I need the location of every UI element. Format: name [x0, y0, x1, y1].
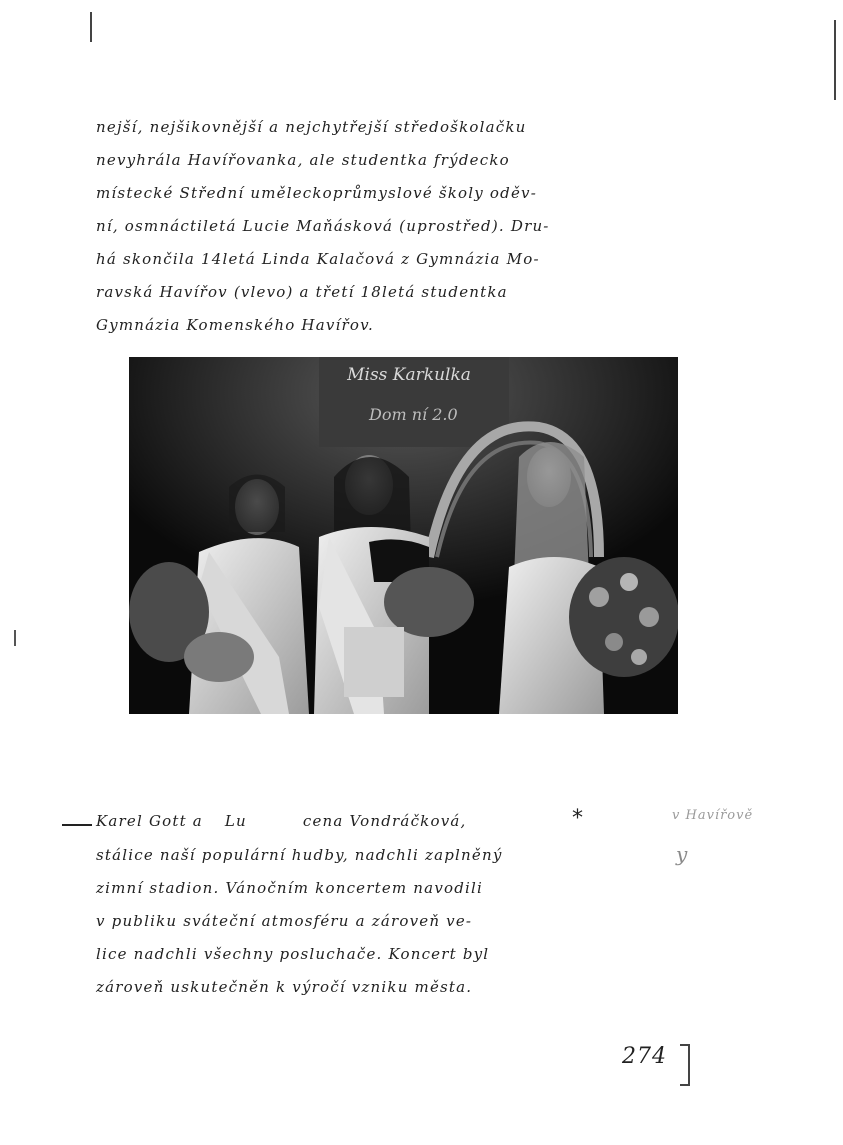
article1-line-6: ravská Havířov (vlevo) a třetí 18letá studentka [96, 283, 508, 301]
photo-banner-text: Miss Karkulka [347, 365, 471, 385]
page-number-bracket [680, 1044, 690, 1086]
scan-mark-top [90, 12, 92, 42]
article2-line-5: lice nadchli všechny posluchače. Koncert byl [96, 945, 490, 963]
article2-names-c: cena Vondráčková, [302, 812, 467, 830]
article2-line-3: zimní stadion. Vánočním koncertem navodili [96, 879, 484, 897]
article1-line-5: há skončila 14letá Linda Kalačová z Gymnázia Mo- [96, 250, 540, 268]
margin-mark: y [676, 842, 688, 866]
article2-line-2: stálice naší populární hudby, nadchli zaplněný [96, 846, 503, 864]
article1-line-7: Gymnázia Komenského Havířov. [96, 316, 374, 334]
margin-note: v Havířově [672, 808, 754, 823]
article2-line-4: v publiku sváteční atmosféru a zároveň ve- [96, 912, 473, 930]
article1-line-2: nevyhrála Havířovanka, ale studentka frýdecko [96, 151, 510, 169]
scan-mark-right [834, 20, 836, 100]
article1-line-4: ní, osmnáctiletá Lucie Maňásková (uprostřed). Dru- [96, 217, 550, 235]
contest-photo [129, 357, 678, 714]
scan-mark-left [14, 630, 16, 646]
item-dash [62, 824, 92, 826]
insertion-star: * [572, 806, 583, 831]
page-number: 274 [622, 1044, 667, 1069]
article1-line-3: místecké Střední uměleckoprůmyslové školy oděv- [96, 184, 537, 202]
photo-banner-subtext: Dom ní 2.0 [369, 405, 458, 424]
article2-names-b: Lu [224, 812, 247, 830]
article2-line-1 [96, 812, 466, 830]
article2-names-a: Karel Gott a [96, 812, 203, 830]
article1-line-1: nejší, nejšikovnější a nejchytřejší středoškolačku [96, 118, 527, 136]
article2-line-6: zároveň uskutečněn k výročí vzniku města. [96, 978, 473, 996]
